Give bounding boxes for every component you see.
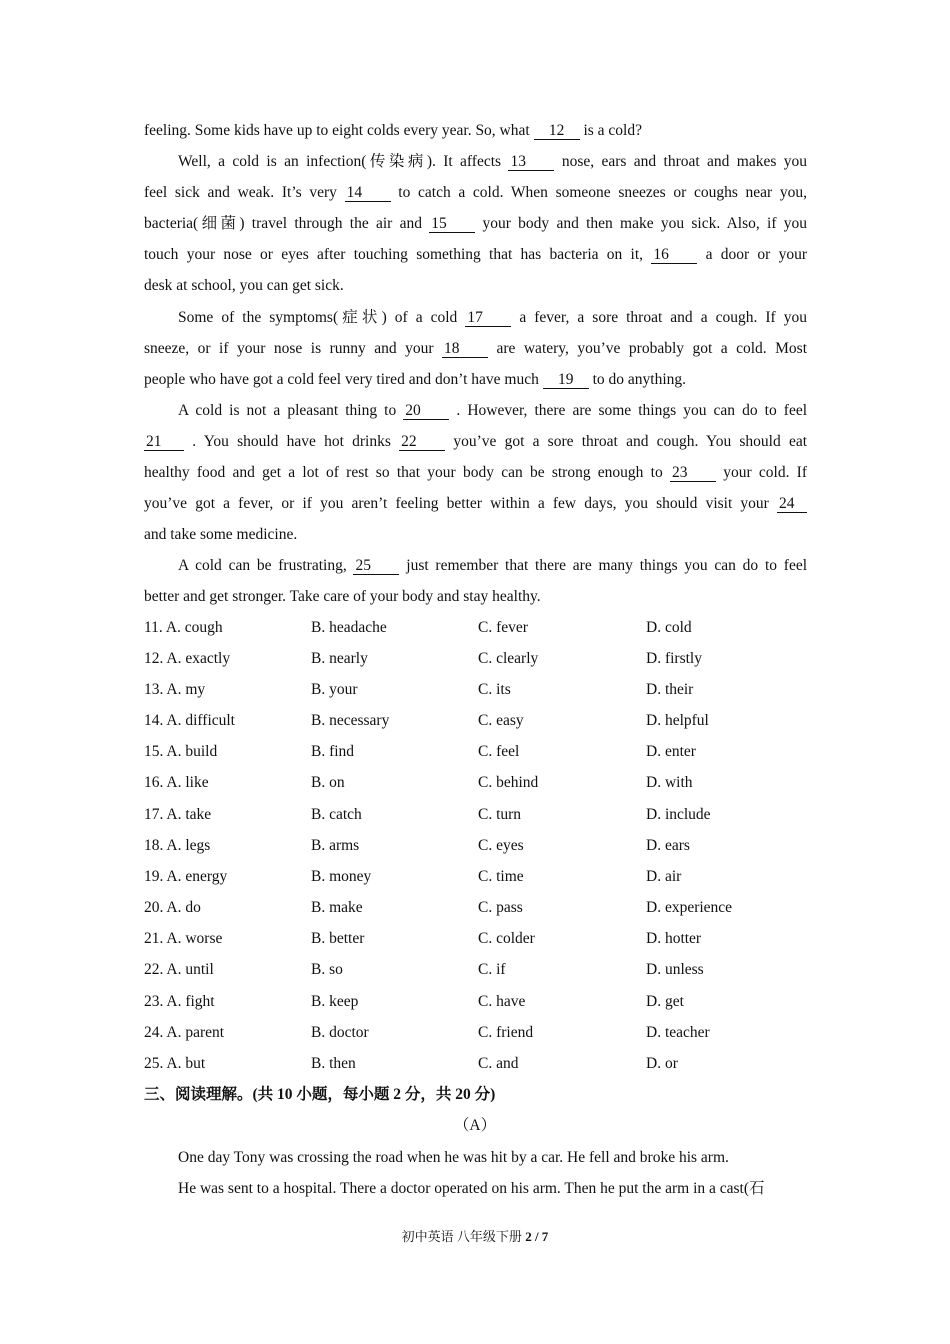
passage-line: A cold is not a pleasant thing to 20 . However, there are some things you can do to feel	[178, 402, 808, 419]
option-row-17	[144, 805, 807, 825]
option-c: C. feel	[478, 743, 520, 760]
option-d: D. helpful	[646, 712, 709, 729]
option-b: B. doctor	[311, 1024, 369, 1041]
option-row-23	[144, 992, 807, 1012]
option-d: D. air	[646, 868, 682, 885]
option-b: B. so	[311, 961, 343, 978]
option-a: 21. A. worse	[144, 930, 223, 947]
option-row-21	[144, 929, 807, 949]
option-a: 14. A. difficult	[144, 712, 235, 729]
blank-12: 12	[534, 122, 580, 140]
passage-line: feel sick and weak. It’s very 14 to catch a cold. When someone sneezes or coughs near you,	[144, 184, 808, 201]
passage-line: healthy food and get a lot of rest so that your body can be strong enough to 23 your cold. If	[144, 464, 808, 481]
option-a: 11. A. cough	[144, 619, 223, 636]
option-a: 17. A. take	[144, 806, 212, 823]
option-row-18	[144, 836, 807, 856]
option-b: B. make	[311, 899, 363, 916]
option-b: B. nearly	[311, 650, 368, 667]
option-b: B. your	[311, 681, 358, 698]
option-c: C. easy	[478, 712, 524, 729]
option-c: C. fever	[478, 619, 528, 636]
option-d: D. experience	[646, 899, 733, 916]
passage-line: better and get stronger. Take care of your body and stay healthy.	[144, 588, 541, 605]
option-row-12	[144, 649, 807, 669]
option-d: D. teacher	[646, 1024, 710, 1041]
option-d: D. cold	[646, 619, 692, 636]
option-c: C. and	[478, 1055, 519, 1072]
option-row-24	[144, 1023, 807, 1043]
option-row-13	[144, 680, 807, 700]
passage-line: bacteria(细菌) travel through the air and 15 your body and then make you sick. Also, if you	[144, 215, 808, 232]
option-b: B. arms	[311, 837, 360, 854]
blank-16: 16	[651, 246, 697, 264]
blank-19: 19	[543, 371, 589, 389]
option-d: D. their	[646, 681, 694, 698]
section-heading: 三、阅读理解。(共 10 小题，每小题 2 分，共 20 分)	[144, 1086, 496, 1103]
option-b: B. on	[311, 774, 345, 791]
option-a: 13. A. my	[144, 681, 206, 698]
option-a: 19. A. energy	[144, 868, 228, 885]
option-row-25	[144, 1054, 807, 1074]
blank-15: 15	[429, 215, 475, 233]
option-row-14	[144, 711, 807, 731]
passage-line: Some of the symptoms(症状) of a cold 17 a fever, a sore throat and a cough. If you	[178, 309, 807, 326]
option-c: C. pass	[478, 899, 523, 916]
passage-line: touch your nose or eyes after touching something that has bacteria on it, 16 a door or your	[144, 246, 807, 263]
passage-line: you’ve got a fever, or if you aren’t feeling better within a few days, you should visit your 24	[144, 494, 807, 514]
option-c: C. if	[478, 961, 506, 978]
option-c: C. colder	[478, 930, 535, 947]
option-b: B. then	[311, 1055, 356, 1072]
option-b: B. find	[311, 743, 355, 760]
option-d: D. unless	[646, 961, 704, 978]
option-c: C. time	[478, 868, 524, 885]
option-a: 16. A. like	[144, 774, 209, 791]
blank-13: 13	[508, 153, 554, 171]
passage-line: desk at school, you can get sick.	[144, 277, 344, 294]
option-a: 22. A. until	[144, 961, 214, 978]
option-row-15	[144, 742, 807, 762]
option-a: 24. A. parent	[144, 1024, 225, 1041]
option-d: D. include	[646, 806, 711, 823]
option-d: D. ears	[646, 837, 690, 854]
option-b: B. headache	[311, 619, 387, 636]
page-footer	[0, 1228, 950, 1246]
option-d: D. firstly	[646, 650, 702, 667]
option-b: B. money	[311, 868, 372, 885]
option-b: B. better	[311, 930, 365, 947]
option-row-22	[144, 960, 807, 980]
option-d: D. enter	[646, 743, 696, 760]
passage-line: feeling. Some kids have up to eight colds every year. So, what 12 is a cold?	[144, 122, 642, 139]
blank-17: 17	[465, 309, 511, 327]
option-a: 25. A. but	[144, 1055, 206, 1072]
option-b: B. catch	[311, 806, 362, 823]
option-a: 15. A. build	[144, 743, 218, 760]
option-a: 12. A. exactly	[144, 650, 231, 667]
blank-21: 21	[144, 433, 184, 451]
passage-line: people who have got a cold feel very tired and don’t have much 19 to do anything.	[144, 371, 687, 388]
blank-24: 24	[777, 495, 807, 513]
option-c: C. behind	[478, 774, 539, 791]
option-d: D. get	[646, 993, 684, 1010]
option-row-16	[144, 773, 807, 793]
option-d: D. or	[646, 1055, 678, 1072]
option-a: 18. A. legs	[144, 837, 211, 854]
option-c: C. have	[478, 993, 526, 1010]
option-b: B. necessary	[311, 712, 390, 729]
blank-20: 20	[403, 402, 449, 420]
option-c: C. friend	[478, 1024, 534, 1041]
option-c: C. eyes	[478, 837, 524, 854]
passage-line: 21 . You should have hot drinks 22 you’ve got a sore throat and cough. You should eat	[146, 433, 808, 450]
option-c: C. clearly	[478, 650, 539, 667]
option-d: D. hotter	[646, 930, 702, 947]
blank-25: 25	[353, 557, 399, 575]
passage-line: and take some medicine.	[144, 526, 298, 543]
option-a: 20. A. do	[144, 899, 201, 916]
passage-line: A cold can be frustrating, 25 just remember that there are many things you can do to feel	[178, 557, 808, 574]
blank-23: 23	[670, 464, 716, 482]
page-number: 2 / 7	[525, 1229, 549, 1244]
blank-22: 22	[399, 433, 445, 451]
option-c: C. turn	[478, 806, 522, 823]
passage-line: One day Tony was crossing the road when he was hit by a car. He fell and broke his arm.	[178, 1149, 729, 1166]
passage-line: sneeze, or if your nose is runny and your 18 are watery, you’ve probably got a cold. Most	[144, 340, 808, 357]
passage-line: He was sent to a hospital. There a doctor operated on his arm. Then he put the arm in a cast(石	[178, 1180, 765, 1197]
option-b: B. keep	[311, 993, 359, 1010]
footer-label: 初中英语 八年级下册	[401, 1229, 522, 1244]
option-row-11	[144, 618, 807, 638]
passage-line: Well, a cold is an infection(传染病). It affects 13 nose, ears and throat and makes you	[178, 153, 808, 170]
option-c: C. its	[478, 681, 511, 698]
blank-18: 18	[442, 340, 488, 358]
option-a: 23. A. fight	[144, 993, 215, 1010]
option-row-19	[144, 867, 807, 887]
option-row-20	[144, 898, 807, 918]
passage-label: （A）	[453, 1117, 497, 1134]
blank-14: 14	[345, 184, 391, 202]
option-d: D. with	[646, 774, 693, 791]
